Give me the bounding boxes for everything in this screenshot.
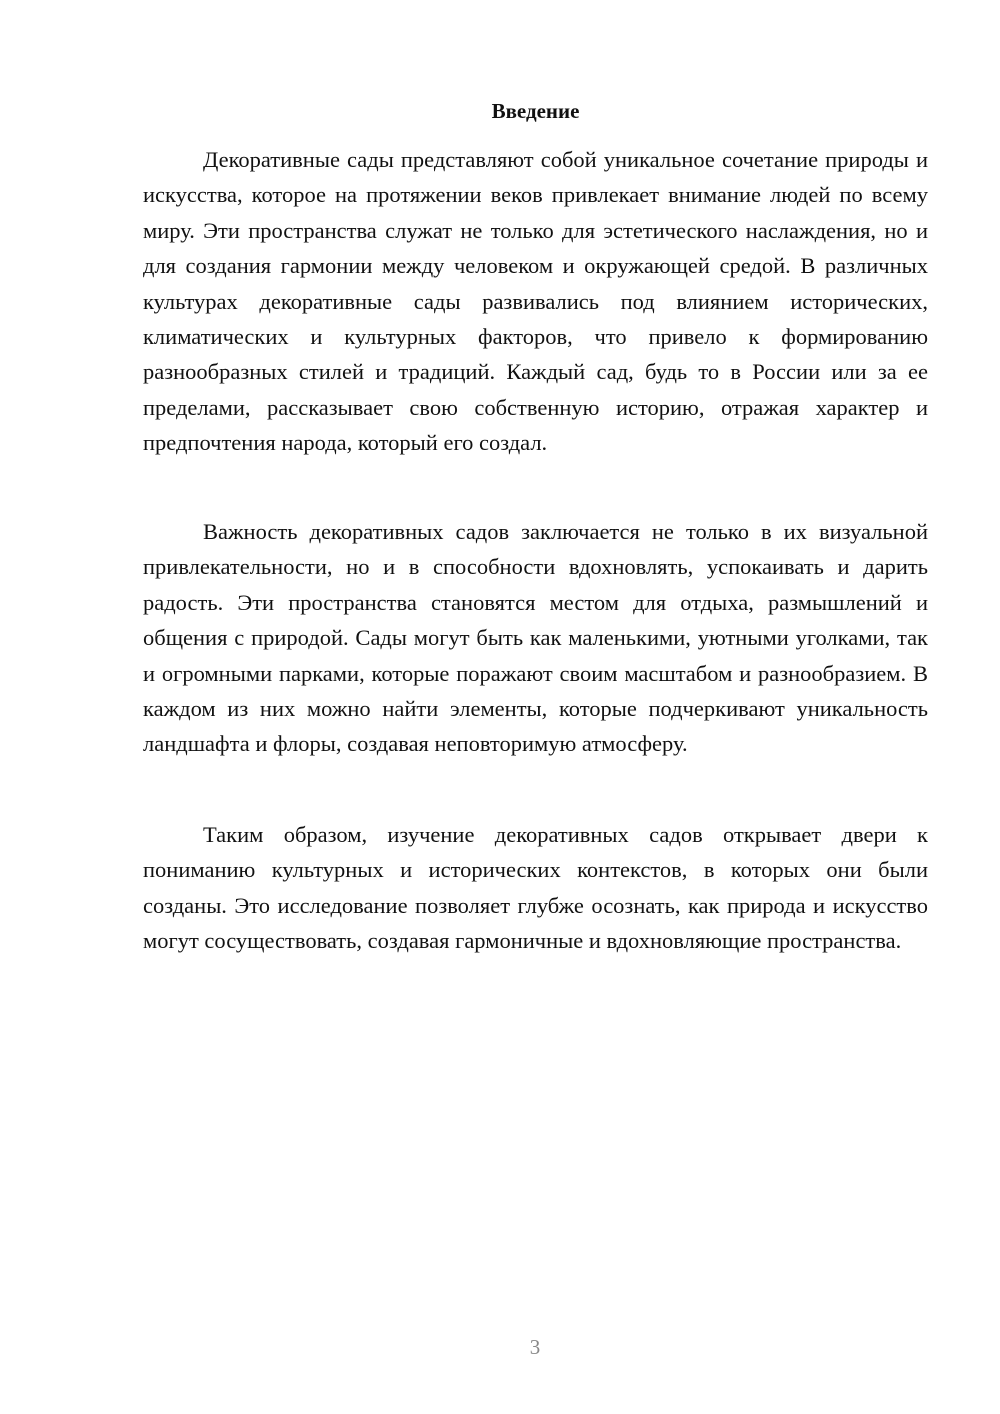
- section-heading: Введение: [491, 99, 580, 123]
- page-number: 3: [529, 1335, 541, 1359]
- paragraph-2: Важность декоративных садов заключается не только в их визуальной привлекательности, но и в способности вдохновлять, успокаивать и дарить радость. Эти пространства становятся местом для отдыха, размышлений и общения с природой. Сады могут быть как маленькими, уютными уголками, так и огромными парками, которые поражают своим масштабом и разнообразием. В каждом из них можно найти элементы, которые подчеркивают уникальность ландшафта и флоры, создавая неповторимую атмосферу.: [143, 519, 928, 757]
- paragraph-3: Таким образом, изучение декоративных садов открывает двери к пониманию культурных и исторических контекстов, в которых они были созданы. Это исследование позволяет глубже осознать, как природа и искусство могут сосуществовать, создавая гармоничные и вдохновляющие пространства.: [143, 822, 928, 954]
- paragraph-1: Декоративные сады представляют собой уникальное сочетание природы и искусства, которое на протяжении веков привлекает внимание людей по всему миру. Эти пространства служат не только для эстетического наслаждения, но и для создания гармонии между человеком и окружающей средой. В различных культурах декоративные сады развивались под влиянием исторических, климатических и культурных факторов, что привело к формированию разнообразных стилей и традиций. Каждый сад, будь то в России или за ее пределами, рассказывает свою собственную историю, отражая характер и предпочтения народа, который его создал.: [143, 147, 928, 456]
